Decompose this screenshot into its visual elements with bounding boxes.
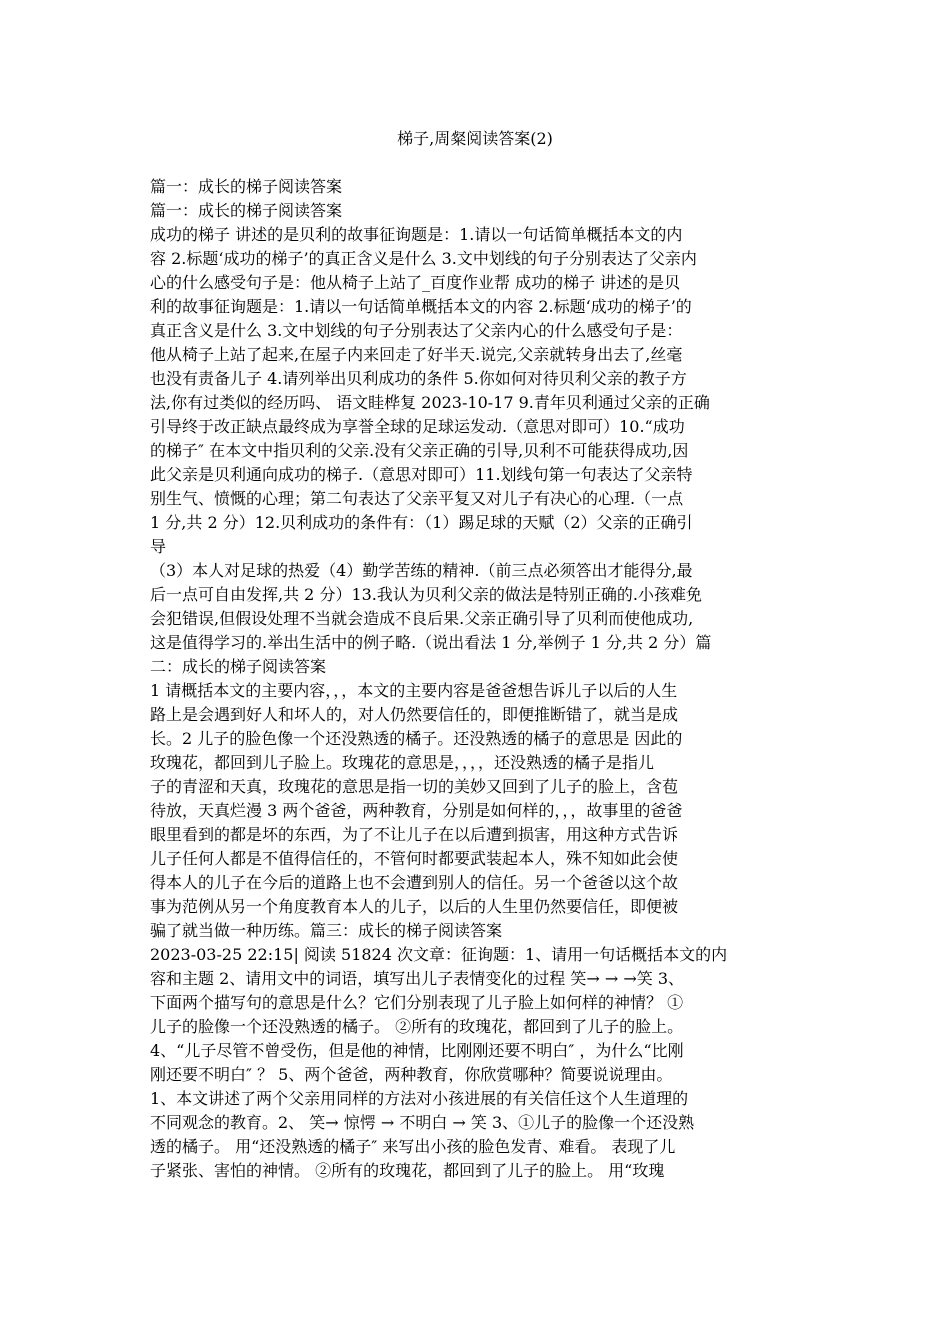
body-line: 玫瑰花，都回到儿子脸上。玫瑰花的意思是，，，，还没熟透的橘子是指儿 <box>150 753 655 772</box>
body-line: 4、“儿子尽管不曾受伤，但是他的神情，比刚刚还要不明白″ ，为什么“比刚 <box>150 1041 684 1060</box>
document-title: 梯子,周粲阅读答案(2) <box>397 129 553 148</box>
body-line: 也没有责备儿子 4.请列举出贝利成功的条件 5.你如何对待贝利父亲的教子方 <box>150 369 687 388</box>
body-line: 1、本文讲述了两个父亲用同样的方法对小孩进展的有关信任这个人生道理的 <box>150 1089 689 1108</box>
body-line: 篇一：成长的梯子阅读答案 <box>150 177 343 196</box>
body-line: 真正含义是什么 3.文中划线的句子分别表达了父亲内心的什么感受句子是： <box>150 321 683 340</box>
body-line: （3）本人对足球的热爱（4）勤学苦练的精神.（前三点必须答出才能得分,最 <box>150 561 693 580</box>
body-line: 心的什么感受句子是：他从椅子上站了_百度作业帮 成功的梯子 讲述的是贝 <box>150 273 681 292</box>
body-line: 路上是会遇到好人和坏人的，对人仍然要信任的，即便推断错了，就当是成 <box>150 705 679 724</box>
body-line: 别生气、愤慨的心理；第二句表达了父亲平复又对儿子有决心的心理.（一点 <box>150 489 684 508</box>
body-line: 导 <box>150 537 167 556</box>
body-line: 容 2.标题‘成功的梯子’的真正含义是什么 3.文中划线的句子分别表达了父亲内 <box>150 249 697 268</box>
body-line: 篇一：成长的梯子阅读答案 <box>150 201 343 220</box>
body-line: 2023-03-25 22:15| 阅读 51824 次文章：征询题：1、请用一句话概括本文的内 <box>150 945 728 964</box>
body-line: 得本人的儿子在今后的道路上也不会遭到别人的信任。另一个爸爸以这个故 <box>150 873 679 892</box>
body-line: 长。2 儿子的脸色像一个还没熟透的橘子。还没熟透的橘子的意思是 因此的 <box>150 729 683 748</box>
body-line: 利的故事征询题是：1.请以一句话简单概括本文的内容 2.标题‘成功的梯子’的 <box>150 297 692 316</box>
body-line: 会犯错误,但假设处理不当就会造成不良后果.父亲正确引导了贝利而使他成功, <box>150 609 694 628</box>
body-line: 的梯子″ 在本文中指贝利的父亲.没有父亲正确的引导,贝利不可能获得成功,因 <box>150 441 689 460</box>
body-line: 此父亲是贝利通向成功的梯子.（意思对即可）11.划线句第一句表达了父亲特 <box>150 465 693 484</box>
body-line: 下面两个描写句的意思是什么？它们分别表现了儿子脸上如何样的神情？ ① <box>150 993 684 1012</box>
body-line: 刚还要不明白″ ？ 5、两个爸爸，两种教育，你欣赏哪种？简要说说理由。 <box>150 1065 673 1084</box>
body-line: 事为范例从另一个角度教育本人的儿子，以后的人生里仍然要信任，即便被 <box>150 897 679 916</box>
body-line: 骗了就当做一种历练。篇三：成长的梯子阅读答案 <box>150 921 503 940</box>
document-body <box>150 175 805 1183</box>
body-line: 他从椅子上站了起来,在屋子内来回走了好半天.说完,父亲就转身出去了,丝毫 <box>150 345 683 364</box>
body-line: 待放，天真烂漫 3 两个爸爸，两种教育，分别是如何样的，，，故事里的爸爸 <box>150 801 683 820</box>
body-line: 眼里看到的都是坏的东西，为了不让儿子在以后遭到损害，用这种方式告诉 <box>150 825 679 844</box>
body-line: 儿子任何人都是不值得信任的，不管何时都要武装起本人，殊不知如此会使 <box>150 849 679 868</box>
body-line: 容和主题 2、请用文中的词语，填写出儿子表情变化的过程 笑→ → →笑 3、 <box>150 969 685 988</box>
body-line: 引导终于改正缺点最终成为享誉全球的足球运发动.（意思对即可）10.“成功 <box>150 417 685 436</box>
body-line: 这是值得学习的.举出生活中的例子略.（说出看法 1 分,举例子 1 分,共 2 分）篇 <box>150 633 712 652</box>
body-line: 二：成长的梯子阅读答案 <box>150 657 327 676</box>
body-line: 子的青涩和天真，玫瑰花的意思是指一切的美妙又回到了儿子的脸上，含苞 <box>150 777 679 796</box>
body-line: 1 分,共 2 分）12.贝利成功的条件有：（1）踢足球的天赋（2）父亲的正确引 <box>150 513 693 532</box>
body-line: 儿子的脸像一个还没熟透的橘子。 ②所有的玫瑰花，都回到了儿子的脸上。 <box>150 1017 684 1036</box>
body-line: 成功的梯子 讲述的是贝利的故事征询题是：1.请以一句话简单概括本文的内 <box>150 225 683 244</box>
body-line: 子紧张、害怕的神情。 ②所有的玫瑰花，都回到了儿子的脸上。 用“玫瑰 <box>150 1161 665 1180</box>
body-line: 后一点可自由发挥,共 2 分）13.我认为贝利父亲的做法是特别正确的.小孩难免 <box>150 585 702 604</box>
body-line: 不同观念的教育。2、 笑→ 惊愕 → 不明白 → 笑 3、①儿子的脸像一个还没熟 <box>150 1113 695 1132</box>
body-line: 法,你有过类似的经历吗、 语文眭桦复 2023-10-17 9.青年贝利通过父亲的正确 <box>150 393 710 412</box>
body-line: 1 请概括本文的主要内容，，，本文的主要内容是爸爸想告诉儿子以后的人生 <box>150 681 678 700</box>
body-line: 透的橘子。 用“还没熟透的橘子″ 来写出小孩的脸色发青、难看。 表现了儿 <box>150 1137 676 1156</box>
